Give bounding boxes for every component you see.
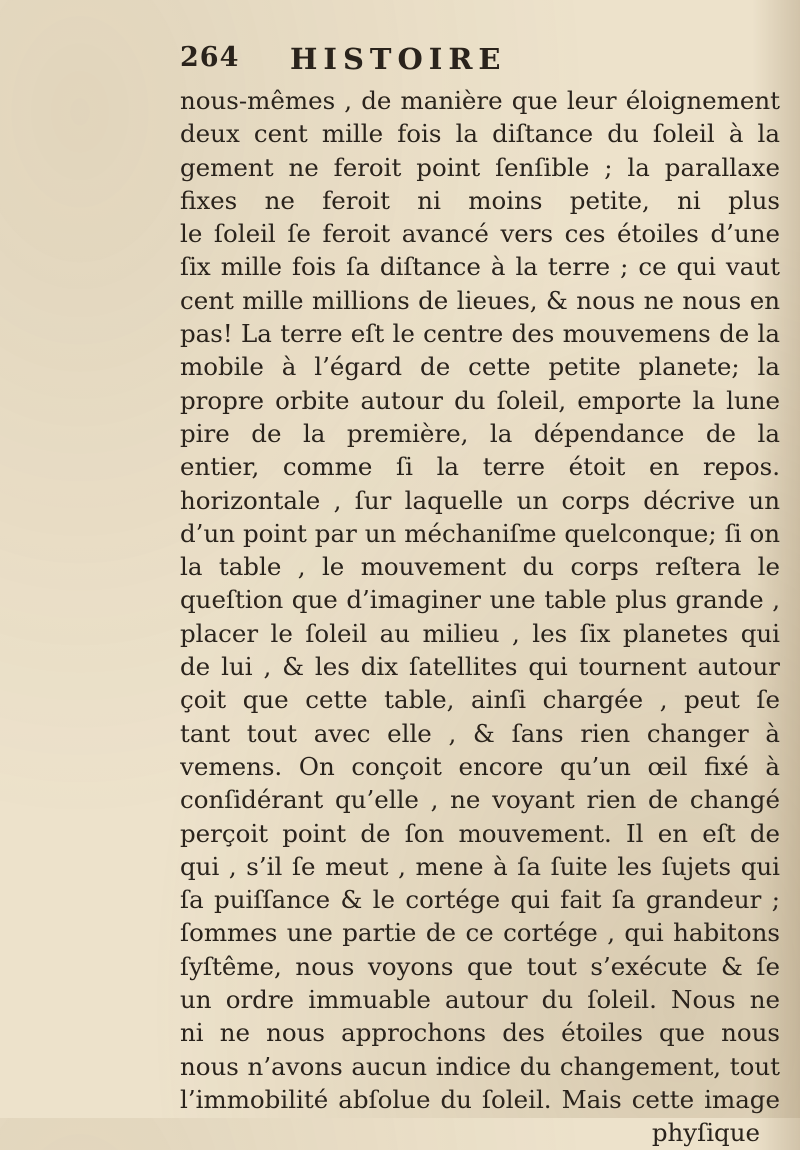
page-header xyxy=(180,42,650,82)
text-line: pas! La terre eſt le centre des mouvemens de la xyxy=(180,319,780,349)
text-line: ni ne nous approchons des étoiles que nous xyxy=(180,1018,780,1048)
page-number: 264 xyxy=(180,42,240,73)
text-line: entier, comme ſi la terre étoit en repos. xyxy=(180,452,780,482)
text-line: conſidérant qu’elle , ne voyant rien de changé xyxy=(180,785,780,815)
text-line: d’un point par un méchaniſme quelconque; ſi on xyxy=(180,518,780,548)
text-line: fixes ne feroit ni moins petite, ni plus xyxy=(180,185,780,215)
text-line: de lui , & les dix ſatellites qui tournent autour xyxy=(180,652,780,682)
text-line: queſtion que d’imaginer une table plus grande , xyxy=(180,585,780,615)
text-line: ſix mille fois ſa diſtance à la terre ; ce qui vaut xyxy=(180,252,780,282)
text-line: l’immobilité abſolue du ſoleil. Mais cette image xyxy=(180,1084,780,1114)
running-head: HISTOIRE xyxy=(290,42,507,76)
text-line: horizontale , ſur laquelle un corps décrive un xyxy=(180,485,780,515)
text-line: nous n’avons aucun indice du changement, tout xyxy=(180,1051,780,1081)
text-line: perçoit point de ſon mouvement. Il en eſt de xyxy=(180,818,780,848)
text-line: un ordre immuable autour du ſoleil. Nous ne xyxy=(180,985,780,1015)
text-line: qui , s’il ſe meut , mene à ſa ſuite les ſujets qui xyxy=(180,851,780,881)
text-line: placer le ſoleil au milieu , les ſix planetes qui xyxy=(180,618,780,648)
text-line: ſommes une partie de ce cortége , qui habitons xyxy=(180,918,780,948)
text-line: tant tout avec elle , & ſans rien changer à xyxy=(180,718,780,748)
catchword: phyſique xyxy=(651,1118,760,1148)
body-text xyxy=(180,84,780,1150)
text-line: çoit que cette table, ainſi chargée , peut ſe xyxy=(180,685,780,715)
text-line: nous-mêmes , de manière que leur éloignement xyxy=(180,86,780,115)
text-line: la table , le mouvement du corps reſtera le xyxy=(180,552,780,582)
text-line: cent mille millions de lieues, & nous ne nous en xyxy=(180,285,780,315)
text-line: le ſoleil ſe feroit avancé vers ces étoiles d’une xyxy=(180,219,780,249)
text-line: mobile à l’égard de cette petite planete; la xyxy=(180,352,780,382)
text-line: ſyſtême, nous voyons que tout s’exécute & ſe xyxy=(180,951,780,981)
text-line: vemens. On conçoit encore qu’un œil fixé à xyxy=(180,751,780,781)
text-line: pire de la première, la dépendance de la xyxy=(180,418,780,448)
text-line: deux cent mille fois la diſtance du ſoleil à la xyxy=(180,119,780,149)
text-line: ſa puiſſance & le cortége qui fait ſa grandeur ; xyxy=(180,885,780,915)
text-line: propre orbite autour du ſoleil, emporte la lune xyxy=(180,385,780,415)
text-line: gement ne feroit point ſenſible ; la parallaxe xyxy=(180,152,780,182)
